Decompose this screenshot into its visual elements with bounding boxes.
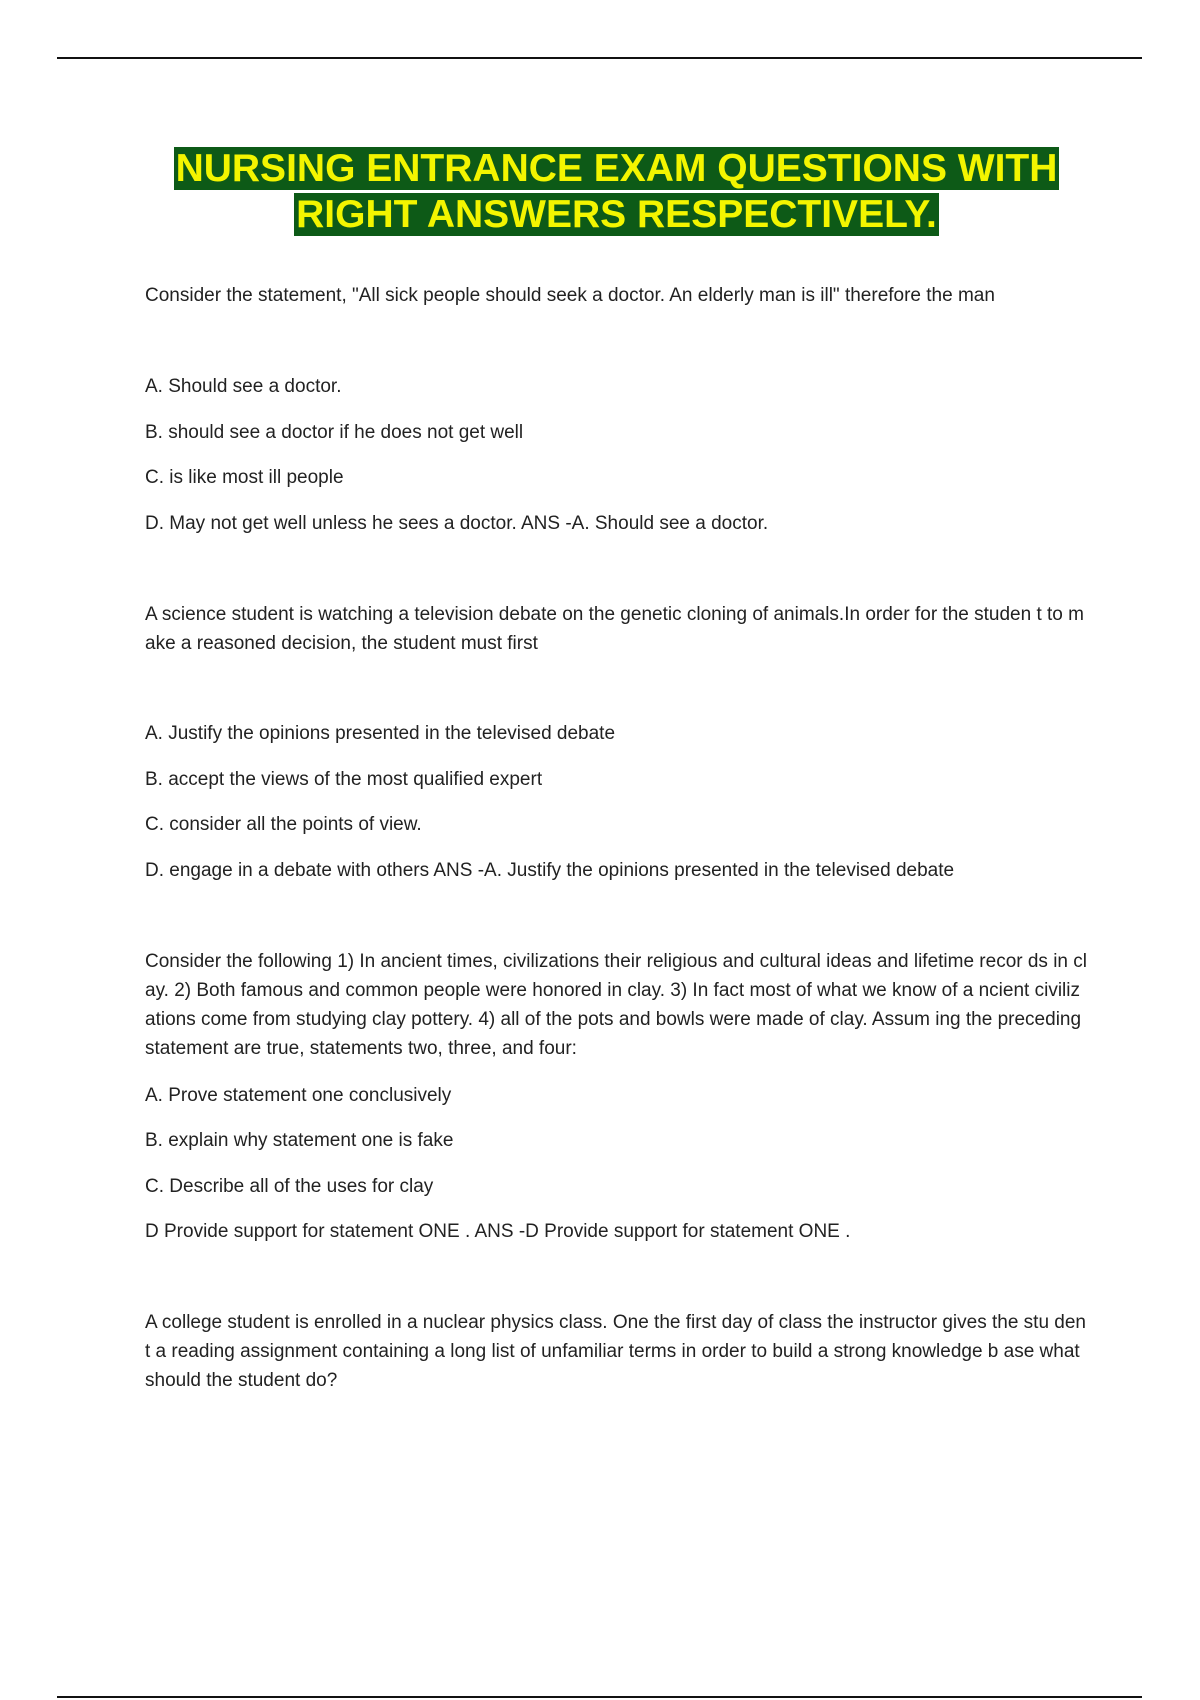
question-2-stem: A science student is watching a television debate on the genetic cloning of animals.In order for the studen t to make a reasoned decision, the student must first (145, 604, 1084, 654)
question-1-option-d: D. May not get well unless he sees a doctor. ANS -A. Should see a doctor. (145, 513, 769, 534)
title-line-1: NURSING ENTRANCE EXAM QUESTIONS WITH (175, 147, 1058, 190)
question-1-option-b: B. should see a doctor if he does not get well (145, 422, 524, 443)
question-3-stem: Consider the following 1) In ancient times, civilizations their religious and cultural ideas and lifetime recor ds in clay. 2) Both famous and common people were honored in clay. 3) In fact most of what we know of a ncient civilizations come from studying clay pottery. 4) all of the pots and bowls were made of clay. Assum ing the preceding statement are true, statements two, three, and four: (145, 951, 1088, 1059)
question-1-option-a: A. Should see a doctor. (145, 376, 342, 397)
question-2-option-b: B. accept the views of the most qualified expert (145, 769, 543, 790)
question-3-option-a: A. Prove statement one conclusively (145, 1085, 452, 1106)
question-2-option-c: C. consider all the points of view. (145, 814, 422, 835)
header-rule (57, 57, 1142, 59)
title-line-2: RIGHT ANSWERS RESPECTIVELY. (296, 193, 937, 236)
question-3-option-c: C. Describe all of the uses for clay (145, 1176, 434, 1197)
question-1-stem: Consider the statement, "All sick people should seek a doctor. An elderly man is ill" therefore the man (145, 285, 995, 306)
question-3-option-d: D Provide support for statement ONE . ANS -D Provide support for statement ONE . (145, 1221, 851, 1242)
question-3-option-b: B. explain why statement one is fake (145, 1130, 454, 1151)
footer-rule (57, 1696, 1142, 1698)
page-title (0, 146, 1200, 238)
question-1-option-c: C. is like most ill people (145, 467, 344, 488)
question-4-stem: A college student is enrolled in a nuclear physics class. One the first day of class the instructor gives the stu dent a reading assignment containing a long list of unfamiliar terms in order to build a strong knowledge b ase what should the student do? (145, 1312, 1086, 1391)
question-2-option-a: A. Justify the opinions presented in the televised debate (145, 723, 616, 744)
question-2-option-d: D. engage in a debate with others ANS -A. Justify the opinions presented in the televised debate (145, 860, 955, 881)
